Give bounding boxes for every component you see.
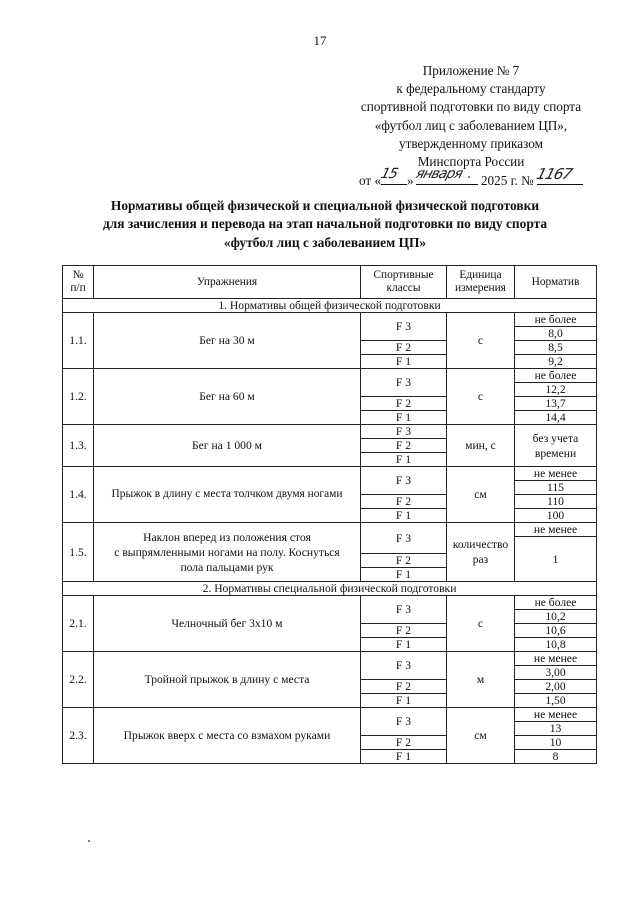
norms-table: [62, 265, 597, 764]
class-f3: F 3: [361, 596, 447, 624]
norm-f2: 8,5: [515, 341, 597, 355]
norm-no-time: без учета времени: [515, 425, 597, 467]
row-exercise: Бег на 60 м: [94, 369, 361, 425]
date-mid: »: [407, 173, 414, 189]
row-number: 2.3.: [63, 708, 94, 764]
class-f2: F 2: [361, 624, 447, 638]
row-exercise: Прыжок вверх с места со взмахом руками: [94, 708, 361, 764]
row-number: 1.4.: [63, 467, 94, 523]
class-f3: F 3: [361, 467, 447, 495]
norm-f3: 12,2: [515, 383, 597, 397]
appendix-block: [336, 62, 606, 190]
order-number-field: [534, 165, 583, 185]
class-f3: F 3: [361, 523, 447, 554]
date-month-field: [413, 166, 478, 185]
class-f1: F 1: [361, 694, 447, 708]
date-day-handwritten: 15: [378, 166, 400, 183]
scan-speck: [88, 840, 90, 842]
date-month-handwritten: января: [413, 166, 464, 183]
norm-qualifier: не более: [515, 369, 597, 383]
row-exercise: Наклон вперед из положения стоя с выпрямленными ногами на полу. Коснуться пола пальцами рук: [94, 523, 361, 582]
row-unit: с: [447, 596, 515, 652]
norm-qualifier: не более: [515, 313, 597, 327]
norm-qualifier: не менее: [515, 467, 597, 481]
table-row: [63, 369, 597, 383]
norm-f1: 10,8: [515, 638, 597, 652]
title-line: Нормативы общей физической и специальной физической подготовки: [110, 198, 540, 213]
norm-f1: 9,2: [515, 355, 597, 369]
table-row: [63, 596, 597, 610]
row-exercise: Прыжок в длину с места толчком двумя ногами: [94, 467, 361, 523]
row-unit: количество раз: [447, 523, 515, 582]
class-f3: F 3: [361, 369, 447, 397]
class-f1: F 1: [361, 411, 447, 425]
order-date-line: [336, 165, 606, 190]
header-norm: Норматив: [515, 266, 597, 299]
class-f2: F 2: [361, 736, 447, 750]
row-number: 2.1.: [63, 596, 94, 652]
document-title: [60, 197, 590, 252]
date-prefix: от «: [358, 173, 382, 189]
norm-f3: 115: [515, 481, 597, 495]
date-year: 2025 г. №: [480, 173, 534, 189]
class-f3: F 3: [361, 652, 447, 680]
section-row: [63, 299, 597, 313]
class-f2: F 2: [361, 495, 447, 509]
row-unit: с: [447, 313, 515, 369]
norm-f2: 2,00: [515, 680, 597, 694]
class-f2: F 2: [361, 341, 447, 355]
norm-qualifier: не менее: [515, 708, 597, 722]
class-f3: F 3: [361, 708, 447, 736]
norm-f2: 110: [515, 495, 597, 509]
appendix-line: спортивной подготовки по виду спорта: [360, 99, 582, 115]
row-exercise: Бег на 30 м: [94, 313, 361, 369]
row-number: 1.1.: [63, 313, 94, 369]
class-f3: F 3: [361, 313, 447, 341]
title-line: «футбол лиц с заболеванием ЦП»: [223, 234, 427, 250]
appendix-line: к федеральному стандарту: [396, 81, 546, 97]
norm-qualifier: не менее: [515, 523, 597, 537]
order-number-handwritten: 1167: [534, 165, 574, 184]
table-row: [63, 523, 597, 537]
header-number: № п/п: [63, 266, 94, 299]
appendix-line: утвержденному приказом: [399, 135, 543, 151]
row-exercise: Челночный бег 3x10 м: [94, 596, 361, 652]
norm-f2: 10: [515, 736, 597, 750]
header-classes: Спортивные классы: [361, 266, 447, 299]
section-row: [63, 582, 597, 596]
table-row: [63, 652, 597, 666]
class-f1: F 1: [361, 509, 447, 523]
norm-qualifier: не более: [515, 596, 597, 610]
class-f1: F 1: [361, 568, 447, 582]
norm-f2: 13,7: [515, 397, 597, 411]
row-number: 2.2.: [63, 652, 94, 708]
table-row: [63, 708, 597, 722]
norm-f3: 3,00: [515, 666, 597, 680]
norm-f1: 100: [515, 509, 597, 523]
row-unit: см: [447, 467, 515, 523]
section-1-title: 1. Нормативы общей физической подготовки: [63, 299, 597, 313]
scan-speck: [468, 176, 470, 178]
table-header-row: [63, 266, 597, 299]
appendix-line: Приложение № 7: [422, 63, 520, 78]
norm-f1: 14,4: [515, 411, 597, 425]
class-f1: F 1: [361, 355, 447, 369]
section-2-title: 2. Нормативы специальной физической подготовки: [63, 582, 597, 596]
row-number: 1.2.: [63, 369, 94, 425]
title-line: для зачисления и перевода на этап начальной подготовки по виду спорта: [102, 216, 548, 232]
norm-f2: 10,6: [515, 624, 597, 638]
row-exercise: Бег на 1 000 м: [94, 425, 361, 467]
class-f2: F 2: [361, 397, 447, 411]
row-number: 1.5.: [63, 523, 94, 582]
page-number: 17: [313, 33, 327, 48]
appendix-line: Минспорта России: [417, 154, 525, 170]
norm-f3: 8,0: [515, 327, 597, 341]
class-f2: F 2: [361, 680, 447, 694]
class-f2: F 2: [361, 439, 447, 453]
row-exercise: Тройной прыжок в длину с места: [94, 652, 361, 708]
norm-value: 1: [515, 537, 597, 582]
row-unit: см: [447, 708, 515, 764]
row-number: 1.3.: [63, 425, 94, 467]
norm-f3: 10,2: [515, 610, 597, 624]
class-f1: F 1: [361, 750, 447, 764]
row-unit: с: [447, 369, 515, 425]
table-row: [63, 313, 597, 327]
class-f3: F 3: [361, 425, 447, 439]
table-row: [63, 467, 597, 481]
header-unit: Единица измерения: [447, 266, 515, 299]
row-unit: мин, с: [447, 425, 515, 467]
norm-f3: 13: [515, 722, 597, 736]
appendix-line: «футбол лиц с заболеванием ЦП»,: [374, 117, 568, 133]
norm-f1: 8: [515, 750, 597, 764]
class-f1: F 1: [361, 453, 447, 467]
class-f1: F 1: [361, 638, 447, 652]
norm-f1: 1,50: [515, 694, 597, 708]
table-row: [63, 425, 597, 439]
date-day-field: [378, 166, 407, 185]
class-f2: F 2: [361, 554, 447, 568]
header-exercise: Упражнения: [94, 266, 361, 299]
row-unit: м: [447, 652, 515, 708]
norm-qualifier: не менее: [515, 652, 597, 666]
